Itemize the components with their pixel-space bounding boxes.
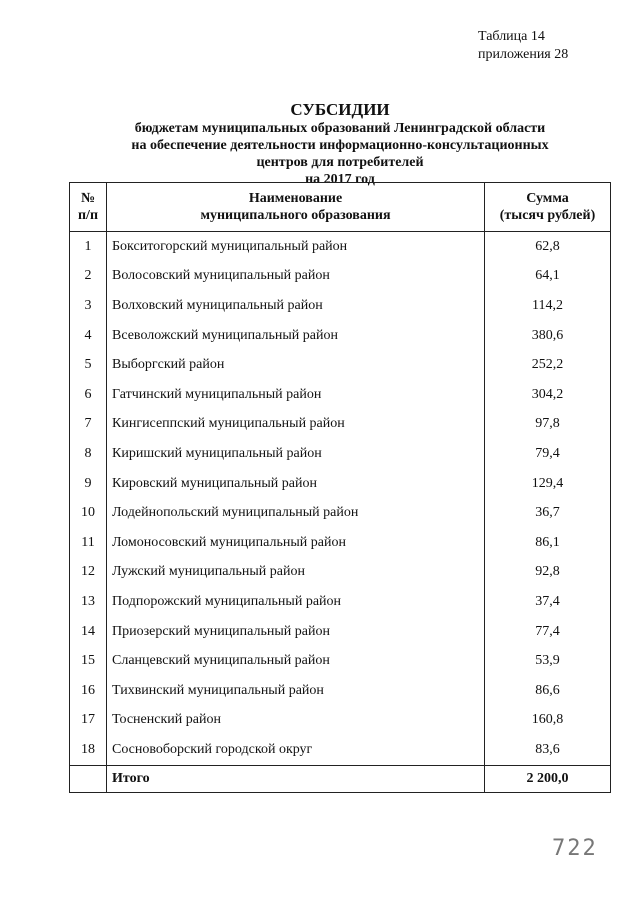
row-sum: 86,6	[485, 676, 611, 706]
table-row	[70, 350, 611, 380]
row-name: Выборгский район	[107, 350, 485, 380]
table-row	[70, 232, 611, 262]
table-row	[70, 617, 611, 647]
row-number: 2	[70, 262, 107, 292]
table-row	[70, 646, 611, 676]
table-number: Таблица 14	[478, 29, 545, 44]
row-number: 12	[70, 558, 107, 588]
row-name: Лужский муниципальный район	[107, 558, 485, 588]
table-row	[70, 528, 611, 558]
row-name: Всеволожский муниципальный район	[107, 321, 485, 351]
row-sum: 64,1	[485, 262, 611, 292]
table-total-row	[70, 765, 611, 792]
row-sum: 92,8	[485, 558, 611, 588]
row-name: Гатчинский муниципальный район	[107, 380, 485, 410]
table-row	[70, 321, 611, 351]
total-label: Итого	[107, 765, 485, 792]
total-number-cell	[70, 765, 107, 792]
row-name: Кировский муниципальный район	[107, 469, 485, 499]
table-row	[70, 706, 611, 736]
page-number: 722	[552, 836, 598, 861]
col-sum-header	[485, 183, 611, 232]
col-sum-header-line2: (тысяч рублей)	[499, 208, 596, 223]
total-sum: 2 200,0	[485, 765, 611, 792]
title-main: СУБСИДИИ	[290, 100, 390, 119]
document-title	[60, 100, 620, 188]
row-name: Кингисеппский муниципальный район	[107, 410, 485, 440]
row-name: Бокситогорский муниципальный район	[107, 232, 485, 262]
row-number: 4	[70, 321, 107, 351]
row-number: 15	[70, 646, 107, 676]
row-number: 10	[70, 498, 107, 528]
table-row	[70, 469, 611, 499]
row-sum: 53,9	[485, 646, 611, 676]
row-name: Тихвинский муниципальный район	[107, 676, 485, 706]
row-sum: 97,8	[485, 410, 611, 440]
row-name: Тосненский район	[107, 706, 485, 736]
row-number: 13	[70, 587, 107, 617]
row-number: 1	[70, 232, 107, 262]
table-row	[70, 410, 611, 440]
table-header-row	[70, 183, 611, 232]
row-sum: 79,4	[485, 439, 611, 469]
row-name: Волховский муниципальный район	[107, 291, 485, 321]
row-sum: 37,4	[485, 587, 611, 617]
title-line-1: бюджетам муниципальных образований Ленинградской области	[134, 121, 546, 136]
row-name: Лодейнопольский муниципальный район	[107, 498, 485, 528]
row-sum: 304,2	[485, 380, 611, 410]
row-sum: 114,2	[485, 291, 611, 321]
row-name: Подпорожский муниципальный район	[107, 587, 485, 617]
row-name: Волосовский муниципальный район	[107, 262, 485, 292]
subsidies-table	[69, 182, 611, 793]
title-line-3: центров для потребителей	[256, 155, 424, 170]
table-row	[70, 558, 611, 588]
col-sum-header-line1: Сумма	[526, 191, 569, 206]
title-line-4: на 2017 год	[305, 172, 375, 187]
appendix-number: приложения 28	[478, 47, 569, 62]
row-sum: 252,2	[485, 350, 611, 380]
row-number: 14	[70, 617, 107, 647]
row-sum: 77,4	[485, 617, 611, 647]
row-sum: 36,7	[485, 498, 611, 528]
row-name: Сланцевский муниципальный район	[107, 646, 485, 676]
table-reference	[478, 28, 568, 64]
row-name: Сосновоборский городской округ	[107, 735, 485, 765]
table-row	[70, 380, 611, 410]
row-sum: 160,8	[485, 706, 611, 736]
col-name-header-line1: Наименование	[248, 191, 343, 206]
table-row	[70, 676, 611, 706]
row-number: 6	[70, 380, 107, 410]
row-number: 17	[70, 706, 107, 736]
table-row	[70, 498, 611, 528]
row-number: 18	[70, 735, 107, 765]
col-number-header-line1: №	[80, 191, 96, 206]
row-number: 3	[70, 291, 107, 321]
table-row	[70, 262, 611, 292]
col-name-header	[107, 183, 485, 232]
row-name: Киришский муниципальный район	[107, 439, 485, 469]
row-sum: 380,6	[485, 321, 611, 351]
col-name-header-line2: муниципального образования	[200, 208, 391, 223]
title-line-2: на обеспечение деятельности информационно-консультационных	[131, 138, 549, 153]
row-number: 11	[70, 528, 107, 558]
row-sum: 129,4	[485, 469, 611, 499]
col-number-header	[70, 183, 107, 232]
row-number: 7	[70, 410, 107, 440]
row-name: Ломоносовский муниципальный район	[107, 528, 485, 558]
row-number: 9	[70, 469, 107, 499]
table-body	[70, 232, 611, 766]
row-number: 5	[70, 350, 107, 380]
col-number-header-line2: п/п	[77, 208, 99, 223]
table-row	[70, 735, 611, 765]
row-number: 16	[70, 676, 107, 706]
row-number: 8	[70, 439, 107, 469]
row-sum: 83,6	[485, 735, 611, 765]
row-sum: 62,8	[485, 232, 611, 262]
table-row	[70, 587, 611, 617]
row-name: Приозерский муниципальный район	[107, 617, 485, 647]
row-sum: 86,1	[485, 528, 611, 558]
table-row	[70, 439, 611, 469]
table-row	[70, 291, 611, 321]
